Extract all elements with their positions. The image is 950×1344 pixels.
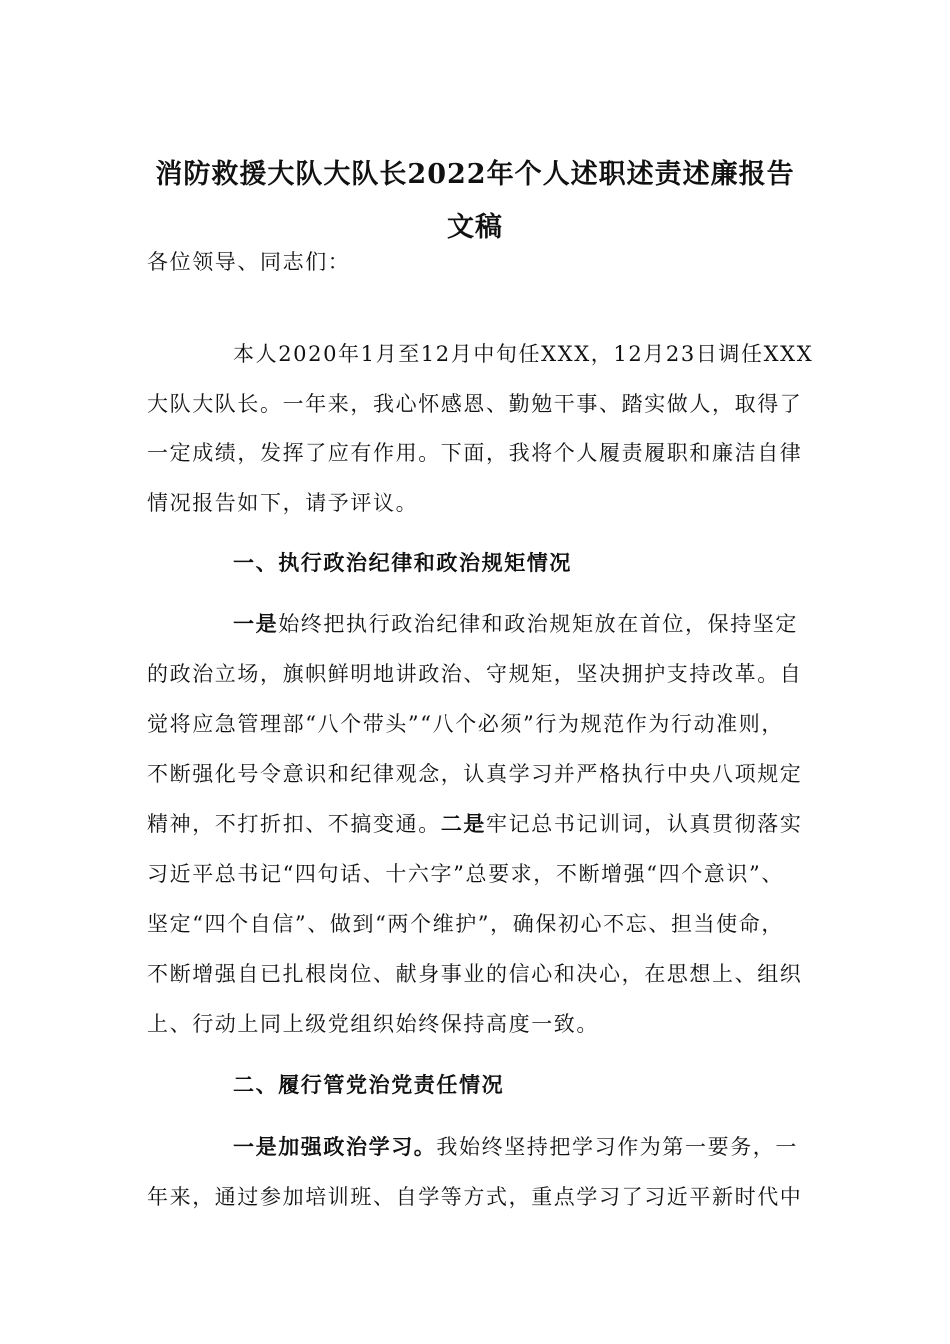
paragraph-line: 的政治立场，旗帜鲜明地讲政治、守规矩，坚决拥护支持改革。自 — [147, 662, 803, 686]
lead-phrase: 一是 — [233, 611, 279, 636]
text-run: 牢记总书记训词，认真贯彻落实 — [486, 812, 803, 836]
document-title-continued: 文稿 — [447, 212, 503, 243]
paragraph-line: 坚定“四个自信”、做到“两个维护”，确保初心不忘、担当使命， — [147, 912, 784, 936]
paragraph-line — [233, 608, 798, 638]
paragraph-line: 觉将应急管理部“八个带头”“八个必须”行为规范作为行动准则， — [147, 712, 784, 736]
paragraph-line: 上、行动上同上级党组织始终保持高度一致。 — [147, 1012, 599, 1036]
section2-heading: 二、履行管党治党责任情况 — [233, 1072, 505, 1097]
section1-heading: 一、执行政治纪律和政治规矩情况 — [233, 550, 572, 575]
intro-line: 情况报告如下，请予评议。 — [147, 491, 419, 515]
intro-line: 一定成绩，发挥了应有作用。下面，我将个人履责履职和廉洁自律 — [147, 441, 803, 465]
text-run: 精神，不打折扣、不搞变通。 — [147, 812, 441, 836]
document-title: 消防救援大队大队长2022年个人述职述责述廉报告 — [155, 159, 795, 190]
lead-phrase: 一是加强政治学习。 — [233, 1134, 437, 1159]
salutation: 各位领导、同志们： — [147, 250, 351, 274]
lead-phrase: 二是 — [440, 811, 487, 836]
paragraph-line: 不断增强自已扎根岗位、献身事业的信心和决心，在思想上、组织 — [147, 962, 803, 986]
text-run: 始终把执行政治纪律和政治规矩放在首位，保持坚定 — [278, 612, 799, 636]
text-run: 我始终坚持把学习作为第一要务，一 — [436, 1135, 799, 1159]
paragraph-line: 不断强化号令意识和纪律观念，认真学习并严格执行中央八项规定 — [147, 762, 803, 786]
intro-line: 大队大队长。一年来，我心怀感恩、勤勉干事、踏实做人，取得了 — [147, 392, 803, 416]
paragraph-line — [147, 808, 802, 838]
paragraph-line: 年来，通过参加培训班、自学等方式，重点学习了习近平新时代中 — [147, 1185, 803, 1209]
intro-line: 本人2020年1月至12月中旬任XXX，12月23日调任XXX — [233, 342, 814, 366]
paragraph-line: 习近平总书记“四句话、十六字”总要求，不断增强“四个意识”、 — [147, 862, 784, 886]
paragraph-line — [233, 1131, 798, 1161]
